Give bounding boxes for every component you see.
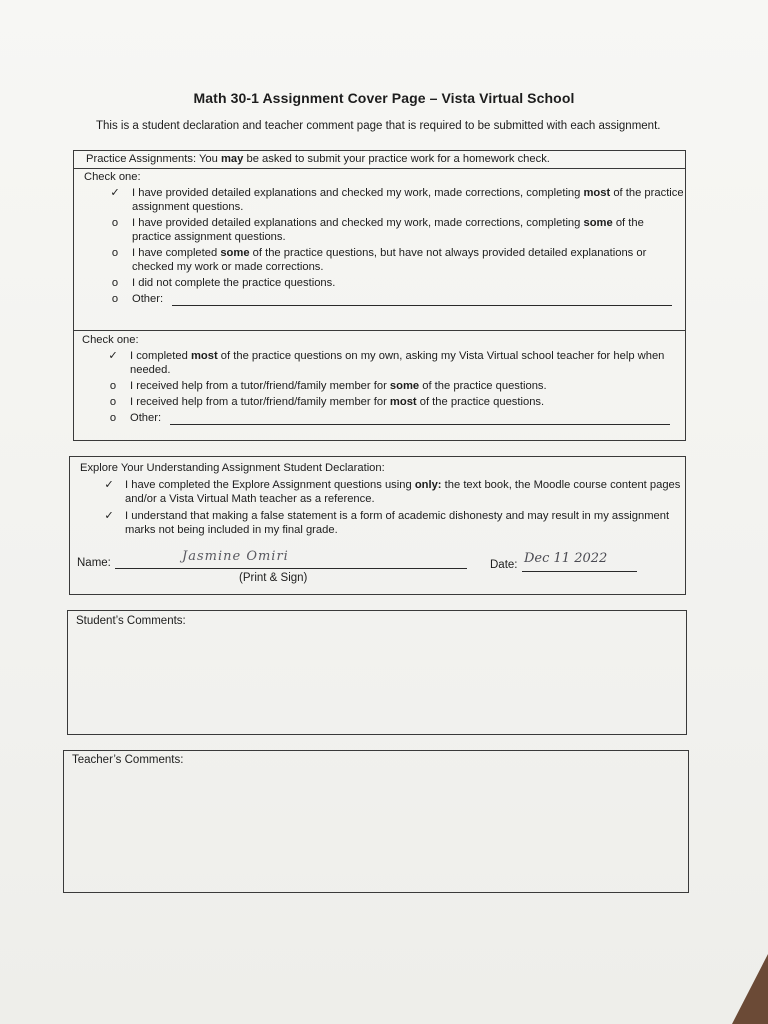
signature-name[interactable]: Jasmine Omiri — [182, 549, 289, 564]
other-label: Other: — [130, 412, 162, 424]
practice-section-1 — [74, 170, 685, 331]
option-text-end: of the practice questions on my own, asking my Vista Virtual school teacher for help when needed. — [130, 350, 665, 376]
declaration-item — [70, 478, 685, 506]
option-text-end: of the practice questions, but have not always provided detailed explanations or checked my work or made corrections. — [132, 247, 647, 273]
student-comments-box[interactable] — [67, 610, 687, 735]
check-one-label: Check one: — [84, 171, 141, 183]
radio-bullet-icon: o — [109, 412, 117, 424]
option-text-end: of the practice assignment questions. — [132, 217, 644, 243]
print-sign-label: (Print & Sign) — [239, 572, 308, 584]
practice-header-text-end: be asked to submit your practice work for a homework check. — [243, 153, 550, 165]
practice-option[interactable] — [84, 246, 685, 274]
checkmark-icon: ✓ — [110, 187, 120, 199]
other-input-line[interactable] — [172, 294, 672, 306]
date-value[interactable]: Dec 11 2022 — [524, 551, 608, 566]
option-text: I received help from a tutor/friend/family member for — [130, 380, 390, 392]
checkmark-icon: ✓ — [104, 510, 114, 522]
option-bold: most — [389, 396, 417, 408]
practice-option[interactable] — [84, 216, 685, 244]
help-option[interactable] — [82, 349, 685, 377]
page-corner-shadow — [732, 954, 768, 1024]
student-comments-label: Student’s Comments: — [76, 615, 186, 627]
option-bold: some — [583, 217, 613, 229]
option-text: I have completed — [132, 247, 221, 259]
help-option[interactable] — [82, 379, 685, 393]
teacher-comments-box[interactable] — [63, 750, 689, 893]
option-text-end: of the practice assignment questions. — [132, 187, 684, 213]
name-date-row — [77, 549, 677, 584]
name-field-line[interactable] — [115, 568, 467, 569]
option-bold: some — [220, 247, 250, 259]
practice-option[interactable] — [84, 186, 685, 214]
document-title: Math 30-1 Assignment Cover Page – Vista Virtual School — [193, 90, 575, 106]
declaration-text: I have completed the Explore Assignment questions using — [125, 479, 415, 491]
option-text: I received help from a tutor/friend/family member for — [130, 396, 390, 408]
teacher-comments-label: Teacher’s Comments: — [72, 754, 184, 766]
radio-bullet-icon: o — [109, 396, 117, 408]
radio-bullet-icon: o — [111, 293, 119, 305]
date-label: Date: — [490, 559, 518, 571]
date-field-line[interactable] — [522, 571, 637, 572]
option-bold: most — [583, 187, 611, 199]
practice-header-bold: may — [220, 153, 244, 165]
option-text: I did not complete the practice questions. — [132, 277, 336, 289]
option-text: I have provided detailed explanations and checked my work, made corrections, completing — [132, 217, 584, 229]
option-text: I have provided detailed explanations and checked my work, made corrections, completing — [132, 187, 584, 199]
other-label: Other: — [132, 293, 164, 305]
declaration-text-end: the text book, the Moodle course content pages and/or a Vista Virtual Math teacher as a reference. — [125, 479, 681, 505]
declaration-bold: only: — [414, 479, 442, 491]
other-input-line[interactable] — [170, 413, 670, 425]
option-bold: some — [389, 380, 420, 392]
declaration-box — [69, 456, 686, 595]
declaration-heading: Explore Your Understanding Assignment Student Declaration: — [80, 462, 385, 474]
checkmark-icon: ✓ — [108, 350, 118, 362]
practice-option[interactable] — [84, 276, 685, 290]
practice-assignments-box — [73, 150, 686, 441]
radio-bullet-icon: o — [109, 380, 117, 392]
checkmark-icon: ✓ — [104, 479, 114, 491]
option-bold: most — [190, 350, 218, 362]
intro-text: This is a student declaration and teacher comment page that is required to be submitted with each assignment. — [96, 120, 661, 132]
option-text: I completed — [130, 350, 191, 362]
help-option[interactable] — [82, 395, 685, 409]
help-option-other[interactable] — [82, 411, 685, 425]
practice-option-other[interactable] — [84, 292, 685, 306]
radio-bullet-icon: o — [111, 277, 119, 289]
practice-section-2 — [74, 331, 685, 425]
practice-header-text: Practice Assignments: You — [86, 153, 221, 165]
name-label: Name: — [77, 557, 111, 569]
declaration-item — [70, 509, 685, 537]
radio-bullet-icon: o — [111, 247, 119, 259]
check-one-label: Check one: — [82, 334, 139, 346]
option-text-end: of the practice questions. — [419, 380, 547, 392]
option-text-end: of the practice questions. — [416, 396, 545, 408]
radio-bullet-icon: o — [111, 217, 119, 229]
practice-header — [74, 151, 685, 169]
declaration-text: I understand that making a false statement is a form of academic dishonesty and may result in my assignment marks not being included in my final grade. — [125, 510, 670, 536]
